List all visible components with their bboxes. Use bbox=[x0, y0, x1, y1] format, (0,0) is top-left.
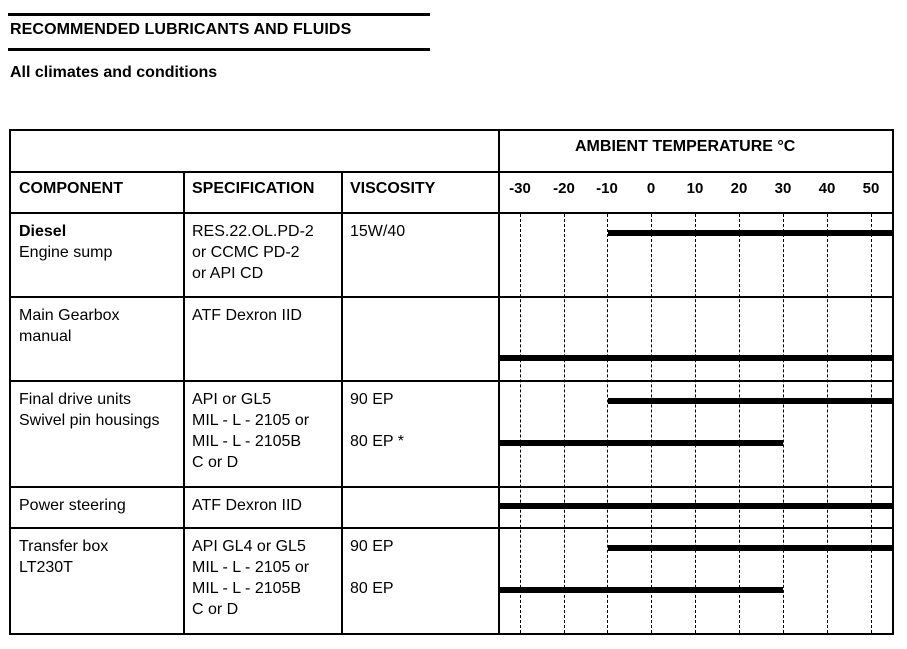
temp-guide-line bbox=[564, 214, 565, 633]
row-divider-1 bbox=[9, 296, 894, 298]
temp-tick-label: -10 bbox=[596, 180, 618, 197]
specification-line: or CCMC PD-2 bbox=[192, 244, 300, 261]
specification-line: MIL - L - 2105B bbox=[192, 580, 302, 597]
viscosity-value: 90 EP bbox=[350, 391, 394, 408]
component-name: Power steering bbox=[19, 497, 126, 514]
temp-guide-line bbox=[783, 214, 784, 633]
specification-line: MIL - L - 2105B bbox=[192, 433, 302, 450]
temperature-range-bar bbox=[499, 355, 892, 361]
table-top-border bbox=[9, 129, 894, 131]
temp-guide-line bbox=[739, 214, 740, 633]
specification-line: MIL - L - 2105 or bbox=[192, 559, 310, 576]
temp-tick-label: 10 bbox=[686, 180, 704, 197]
temp-guide-line bbox=[520, 214, 521, 633]
row-divider-3 bbox=[9, 486, 894, 488]
specification-line: C or D bbox=[192, 601, 239, 618]
temp-guide-line bbox=[827, 214, 828, 633]
temperature-range-bar bbox=[499, 440, 783, 446]
row-divider-2 bbox=[9, 380, 894, 382]
row-divider-columns bbox=[9, 212, 894, 214]
col-divider-visc bbox=[341, 172, 343, 634]
specification-line: MIL - L - 2105 or bbox=[192, 412, 310, 429]
temperature-range-bar bbox=[499, 587, 783, 593]
specification-line: RES.22.OL.PD-2 bbox=[192, 223, 314, 240]
temp-tick-label: 0 bbox=[646, 180, 656, 197]
component-name: Engine sump bbox=[19, 244, 113, 261]
specification-line: C or D bbox=[192, 454, 239, 471]
temp-tick-label: 30 bbox=[774, 180, 792, 197]
specification-line: API or GL5 bbox=[192, 391, 272, 408]
column-header-specification: SPECIFICATION bbox=[192, 180, 315, 197]
temperature-range-bar bbox=[608, 545, 892, 551]
specification-line: ATF Dexron IID bbox=[192, 497, 302, 514]
table-left-border bbox=[9, 129, 11, 635]
specification-line: API GL4 or GL5 bbox=[192, 538, 306, 555]
specification-line: ATF Dexron IID bbox=[192, 307, 302, 324]
specification-line: or API CD bbox=[192, 265, 264, 282]
col-divider-temp bbox=[498, 129, 500, 635]
temp-tick-label: -30 bbox=[509, 180, 531, 197]
temp-guide-line bbox=[695, 214, 696, 633]
temp-tick-label: 40 bbox=[818, 180, 836, 197]
component-name: LT230T bbox=[19, 559, 73, 576]
temp-tick-label: 20 bbox=[730, 180, 748, 197]
column-header-viscosity: VISCOSITY bbox=[350, 180, 436, 197]
temp-guide-line bbox=[871, 214, 872, 633]
viscosity-value: 80 EP bbox=[350, 580, 394, 597]
temperature-range-bar bbox=[499, 503, 892, 509]
table-right-border bbox=[892, 129, 894, 635]
ambient-temperature-header: AMBIENT TEMPERATURE °C bbox=[575, 138, 796, 155]
temp-tick-label: -20 bbox=[553, 180, 575, 197]
temperature-range-bar bbox=[608, 230, 892, 236]
column-header-component: COMPONENT bbox=[19, 180, 123, 197]
component-name: Final drive units bbox=[19, 391, 132, 408]
page-subtitle: All climates and conditions bbox=[10, 64, 218, 81]
temperature-range-bar bbox=[608, 398, 892, 404]
viscosity-value: 80 EP * bbox=[350, 433, 404, 450]
temp-guide-line bbox=[607, 214, 608, 633]
table-bottom-border bbox=[9, 633, 894, 635]
viscosity-value: 90 EP bbox=[350, 538, 394, 555]
component-name-bold: Diesel bbox=[19, 223, 67, 240]
col-divider-spec bbox=[183, 172, 185, 634]
component-name: Main Gearbox bbox=[19, 307, 120, 324]
row-divider-4 bbox=[9, 527, 894, 529]
component-name: manual bbox=[19, 328, 72, 345]
component-name: Transfer box bbox=[19, 538, 109, 555]
viscosity-value: 15W/40 bbox=[350, 223, 406, 240]
page-title: RECOMMENDED LUBRICANTS AND FLUIDS bbox=[10, 21, 352, 38]
temp-guide-line bbox=[651, 214, 652, 633]
temp-tick-label: 50 bbox=[862, 180, 880, 197]
row-divider-header bbox=[9, 171, 894, 173]
component-name: Swivel pin housings bbox=[19, 412, 160, 429]
